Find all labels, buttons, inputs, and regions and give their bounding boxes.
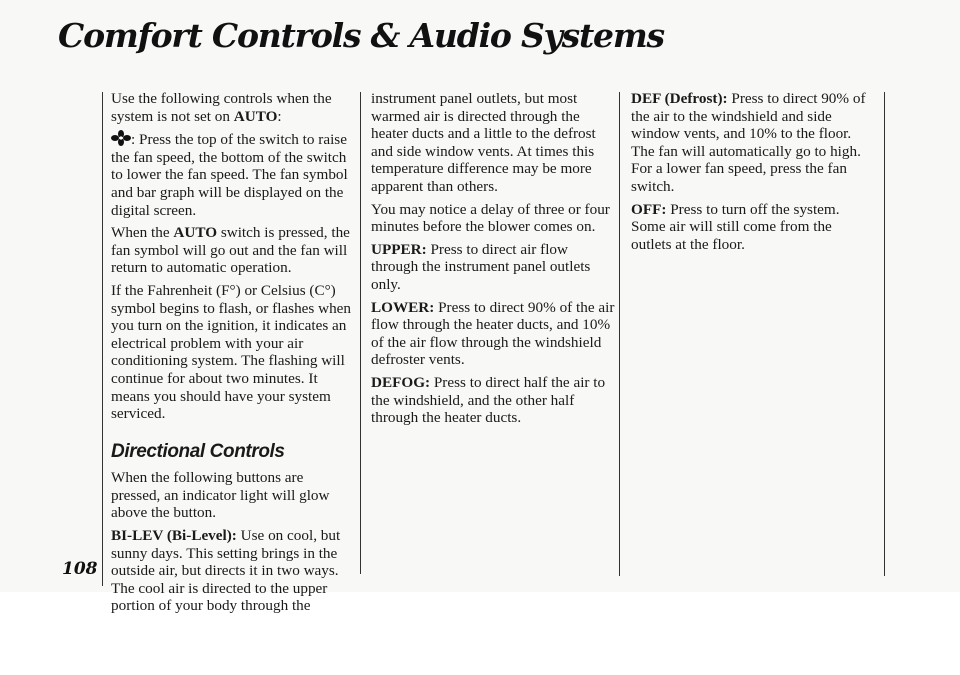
fan-paragraph: : Press the top of the switch to raise the fan speed, the bottom of the switch to lower the fan speed. The fan symbol and bar graph will be displayed on the digital screen.	[111, 131, 348, 219]
upper-paragraph: UPPER: Press to direct air flow through the instrument panel outlets only.	[371, 240, 591, 293]
off-paragraph: OFF: Press to turn off the system. Some air will still come from the outlets at the floor.	[631, 200, 840, 253]
lower-paragraph: LOWER: Press to direct 90% of the air flow through the heater ducts, and 10% of the air flow through the windshield defroster vents.	[371, 298, 615, 369]
page-title: Comfort Controls & Audio Systems	[58, 16, 664, 55]
defog-paragraph: DEFOG: Press to direct half the air to the windshield, and the other half through the heater ducts.	[371, 373, 606, 427]
temperature-paragraph: If the Fahrenheit (F°) or Celsius (C°) symbol begins to flash, or flashes when you turn on the ignition, it indicates an electrical problem with your air conditioning system. The flashing will continue for about two minutes. It means you should have your system serviced.	[111, 281, 352, 423]
column-1	[111, 90, 355, 620]
bi-level-continued-paragraph: instrument panel outlets, but most warmed air is directed through the heater ducts and a little to the defrost and side window vents. At times this temperature difference may be more apparent than others.	[371, 90, 596, 195]
column-divider-1	[360, 92, 361, 574]
column-3	[631, 90, 875, 258]
column-divider-3	[884, 92, 885, 576]
page-number: 108	[62, 559, 98, 579]
fan-icon	[111, 130, 131, 146]
auto-paragraph: When the AUTO switch is pressed, the fan symbol will go out and the fan will return to automatic operation.	[111, 224, 350, 277]
column-divider-2	[619, 92, 620, 576]
defrost-paragraph: DEF (Defrost): Press to direct 90% of the air to the windshield and side window vents, and 10% to the floor. The fan will automatically go to high. For a lower fan speed, press the fan switch.	[631, 90, 866, 195]
intro-paragraph: Use the following controls when the system is not set on AUTO:	[111, 90, 332, 125]
indicator-paragraph: When the following buttons are pressed, an indicator light will glow above the button.	[111, 469, 330, 522]
margin-rule	[102, 92, 103, 586]
bi-level-paragraph: BI-LEV (Bi-Level): Use on cool, but sunny days. This setting brings in the outside air, but directs it in two ways. The cool air is directed to the upper portion of your body through the	[111, 527, 341, 615]
blower-delay-paragraph: You may notice a delay of three or four minutes before the blower comes on.	[371, 200, 610, 236]
column-2	[371, 90, 615, 432]
section-heading: Directional Controls	[111, 440, 285, 462]
